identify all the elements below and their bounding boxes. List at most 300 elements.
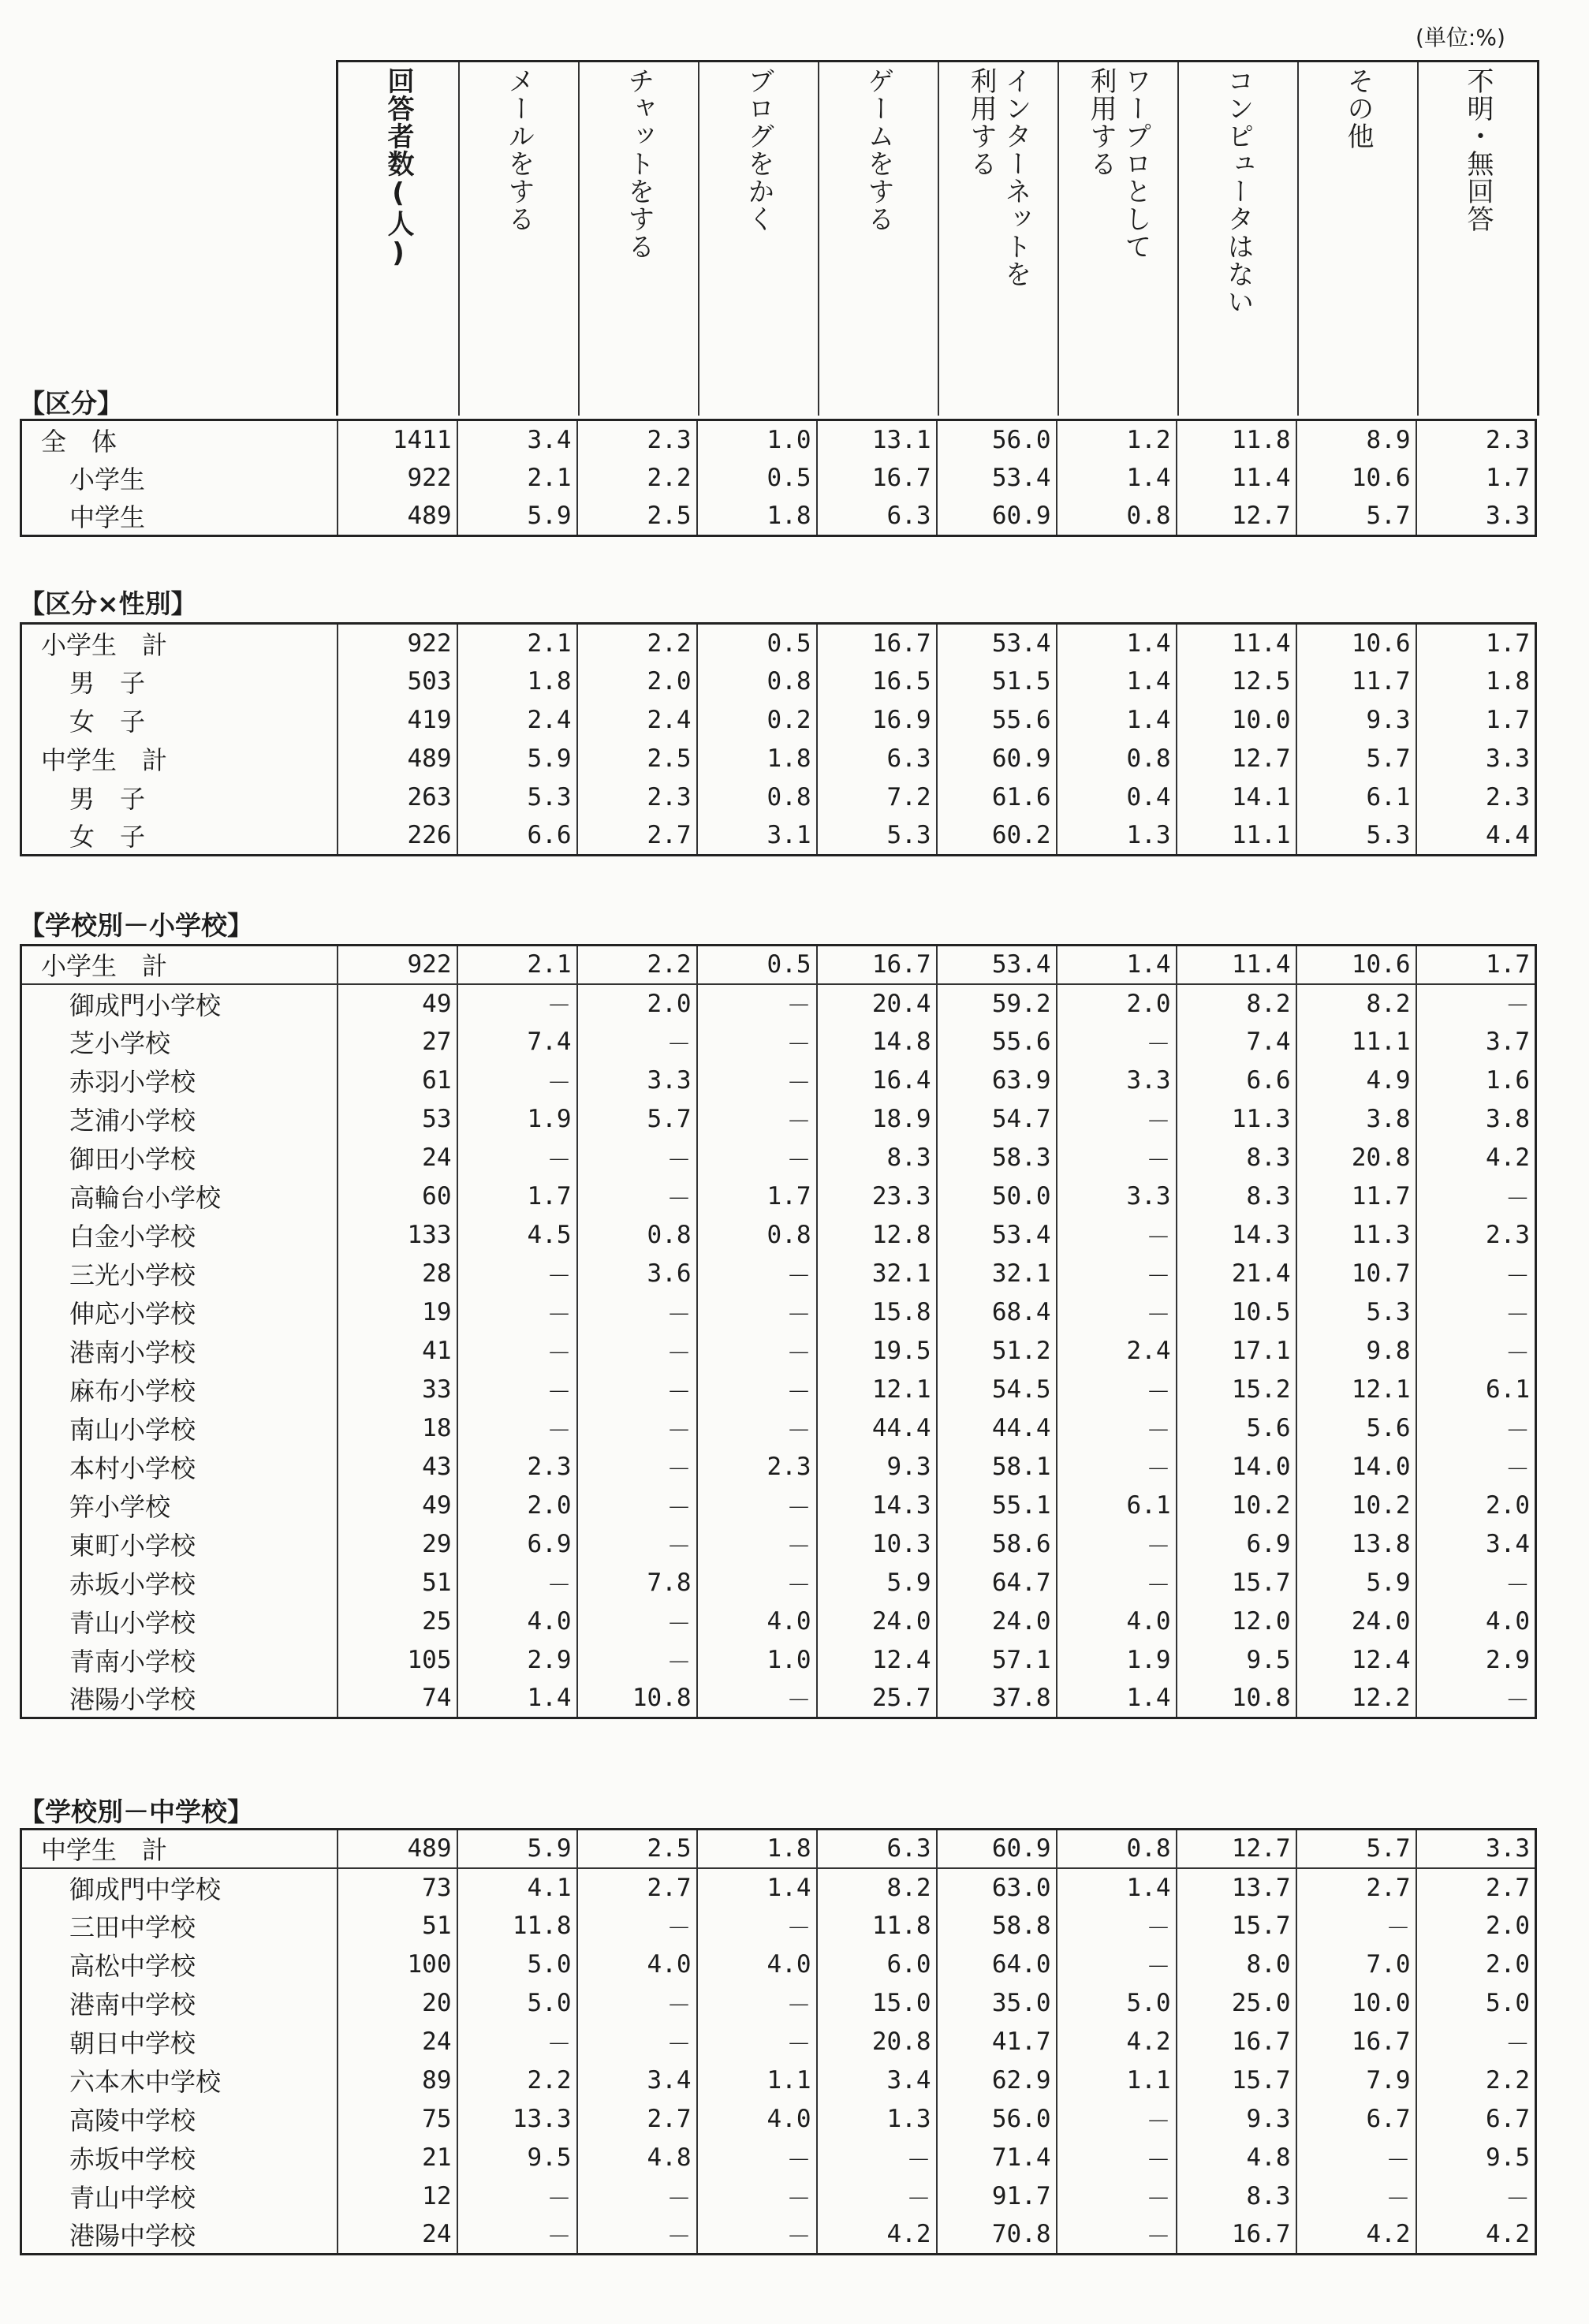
- table-cell: 28: [338, 1255, 457, 1293]
- table-cell: 13.8: [1296, 1525, 1416, 1564]
- table-cell: －: [1057, 1564, 1177, 1602]
- table-cell: 12.8: [817, 1216, 937, 1255]
- row-label: 芝浦小学校: [69, 1106, 196, 1136]
- table-cell: 58.3: [937, 1139, 1057, 1177]
- table-cell: －: [1057, 1448, 1177, 1487]
- table-cell: 16.7: [1296, 2023, 1416, 2061]
- section-title: 【学校別－小学校】: [19, 910, 253, 941]
- table-row: [21, 1061, 1536, 1100]
- table-cell: 20.8: [817, 2023, 937, 2061]
- table-cell: 0.8: [697, 778, 817, 817]
- table-cell: 21.4: [1177, 1255, 1296, 1293]
- table-cell: －: [457, 1293, 577, 1332]
- table-cell: 6.1: [1057, 1487, 1177, 1525]
- table-cell: 1.8: [697, 1830, 817, 1868]
- row-label: 南山小学校: [69, 1415, 196, 1445]
- table-cell: 49: [338, 1487, 457, 1525]
- table-cell: －: [1057, 1907, 1177, 1945]
- table-cell: 0.8: [1057, 740, 1177, 778]
- table-cell: 13.1: [817, 420, 937, 459]
- table-cell: －: [1057, 1371, 1177, 1409]
- table-row: [21, 1602, 1536, 1641]
- table-cell: 8.2: [1296, 984, 1416, 1023]
- table-cell: 2.3: [1416, 420, 1536, 459]
- table-cell: 1.4: [1057, 1868, 1177, 1907]
- row-label: 港陽中学校: [69, 2221, 196, 2251]
- table-cell: 27: [338, 1023, 457, 1061]
- table-cell: 6.6: [1177, 1061, 1296, 1100]
- table-cell: 2.4: [1057, 1332, 1177, 1371]
- table-cell: 3.3: [1057, 1177, 1177, 1216]
- table-cell: 6.3: [817, 498, 937, 536]
- table-cell: －: [697, 1023, 817, 1061]
- table-cell: 5.9: [817, 1564, 937, 1602]
- table-cell: 53.4: [937, 459, 1057, 498]
- table-cell: 2.1: [457, 459, 577, 498]
- table-row: [21, 1448, 1536, 1487]
- table-cell: 12.1: [1296, 1371, 1416, 1409]
- table-cell: 10.2: [1177, 1487, 1296, 1525]
- table-cell: 13.7: [1177, 1868, 1296, 1907]
- table-cell: 1.0: [697, 420, 817, 459]
- table-cell: －: [1057, 2100, 1177, 2139]
- table-cell: 5.3: [817, 817, 937, 856]
- table-cell: 9.5: [1177, 1641, 1296, 1680]
- table-cell: 12.7: [1177, 1830, 1296, 1868]
- row-label: 男 子: [69, 784, 146, 814]
- table-row: [21, 778, 1536, 817]
- table-row: [21, 1680, 1536, 1718]
- table-cell: 11.4: [1177, 946, 1296, 984]
- table-cell: 4.0: [697, 2100, 817, 2139]
- table-cell: 24: [338, 2023, 457, 2061]
- table-cell: 51: [338, 1564, 457, 1602]
- table-cell: －: [1416, 2023, 1536, 2061]
- table-cell: 13.3: [457, 2100, 577, 2139]
- table-cell: －: [1416, 1177, 1536, 1216]
- table-row: [21, 2023, 1536, 2061]
- table-cell: 8.3: [817, 1139, 937, 1177]
- table-row: [21, 420, 1536, 459]
- row-label: 御田小学校: [69, 1144, 196, 1174]
- table-cell: 56.0: [937, 2100, 1057, 2139]
- row-label: 笄小学校: [69, 1492, 171, 1522]
- table-cell: 14.0: [1296, 1448, 1416, 1487]
- table-cell: 2.3: [1416, 778, 1536, 817]
- table-cell: 1.8: [457, 662, 577, 701]
- table-cell: 25: [338, 1602, 457, 1641]
- table-cell: 12.5: [1177, 662, 1296, 701]
- table-cell: 64.7: [937, 1564, 1057, 1602]
- row-label: 伸応小学校: [69, 1299, 196, 1329]
- table-cell: 1.8: [697, 740, 817, 778]
- table-cell: －: [697, 1907, 817, 1945]
- table-cell: －: [697, 1293, 817, 1332]
- table-cell: 15.2: [1177, 1371, 1296, 1409]
- table-cell: 3.7: [1416, 1023, 1536, 1061]
- table-cell: 105: [338, 1641, 457, 1680]
- table-cell: 24: [338, 2216, 457, 2255]
- table-row: [21, 1332, 1536, 1371]
- table-cell: 15.0: [817, 1984, 937, 2023]
- table-cell: 6.7: [1416, 2100, 1536, 2139]
- table-cell: －: [577, 2023, 697, 2061]
- table-cell: 53.4: [937, 624, 1057, 662]
- table-cell: 5.7: [1296, 740, 1416, 778]
- row-label: 六本木中学校: [69, 2067, 222, 2097]
- table-cell: 3.6: [577, 1255, 697, 1293]
- table-cell: 1.1: [1057, 2061, 1177, 2100]
- table-cell: 3.3: [1416, 740, 1536, 778]
- table-cell: 2.1: [457, 624, 577, 662]
- table-row: [21, 1907, 1536, 1945]
- table-cell: 5.0: [457, 1945, 577, 1984]
- table-cell: 0.5: [697, 624, 817, 662]
- table-row: [21, 1830, 1536, 1868]
- table-cell: 4.0: [457, 1602, 577, 1641]
- table-cell: －: [457, 1371, 577, 1409]
- table-cell: －: [697, 2139, 817, 2177]
- table-cell: 7.2: [817, 778, 937, 817]
- table-cell: 17.1: [1177, 1332, 1296, 1371]
- table-cell: －: [457, 2177, 577, 2216]
- table-cell: 4.2: [817, 2216, 937, 2255]
- table-cell: －: [457, 1332, 577, 1371]
- row-label: 三光小学校: [69, 1260, 196, 1290]
- table-cell: －: [1057, 1293, 1177, 1332]
- table-row: [21, 1100, 1536, 1139]
- table-cell: 2.3: [577, 778, 697, 817]
- table-cell: 4.9: [1296, 1061, 1416, 1100]
- table-row: [21, 817, 1536, 856]
- column-header-game: ゲームをする: [818, 62, 938, 416]
- table-cell: 21: [338, 2139, 457, 2177]
- table-cell: 1.7: [1416, 624, 1536, 662]
- table-cell: 68.4: [937, 1293, 1057, 1332]
- row-label: 女 子: [69, 707, 146, 737]
- table-cell: 33: [338, 1371, 457, 1409]
- table-cell: －: [1296, 2177, 1416, 2216]
- table-cell: 9.3: [817, 1448, 937, 1487]
- row-label: 小学生 計: [21, 946, 338, 984]
- table-row: [21, 1641, 1536, 1680]
- table-cell: 71.4: [937, 2139, 1057, 2177]
- table-cell: 2.9: [1416, 1641, 1536, 1680]
- table-cell: －: [697, 1409, 817, 1448]
- table-cell: 1.8: [697, 498, 817, 536]
- table-row: [21, 459, 1536, 498]
- table-cell: 12.1: [817, 1371, 937, 1409]
- column-header-chat: チャットをする: [578, 62, 698, 416]
- table-cell: 14.0: [1177, 1448, 1296, 1487]
- table-cell: 3.1: [697, 817, 817, 856]
- row-label: 中学生 計: [41, 745, 168, 775]
- table-cell: 10.3: [817, 1525, 937, 1564]
- table-cell: 0.8: [697, 1216, 817, 1255]
- table-row: [21, 1371, 1536, 1409]
- table-cell: 3.3: [577, 1061, 697, 1100]
- table-cell: －: [1057, 1023, 1177, 1061]
- table-cell: 3.4: [1416, 1525, 1536, 1564]
- table-cell: －: [577, 2216, 697, 2255]
- table-cell: 11.1: [1296, 1023, 1416, 1061]
- table-cell: 4.2: [1296, 2216, 1416, 2255]
- table-cell: －: [457, 1564, 577, 1602]
- table-cell: 12.7: [1177, 498, 1296, 536]
- table-cell: 9.5: [1416, 2139, 1536, 2177]
- table-cell: －: [1057, 1139, 1177, 1177]
- table-cell: －: [1057, 1525, 1177, 1564]
- table-cell: －: [817, 2139, 937, 2177]
- table-cell: 7.0: [1296, 1945, 1416, 1984]
- table-cell: 35.0: [937, 1984, 1057, 2023]
- table-cell: 8.0: [1177, 1945, 1296, 1984]
- table-cell: －: [577, 1139, 697, 1177]
- table-cell: 1.1: [697, 2061, 817, 2100]
- table-cell: 1.7: [1416, 459, 1536, 498]
- table-cell: 2.3: [1416, 1216, 1536, 1255]
- table-cell: 11.4: [1177, 459, 1296, 498]
- table-cell: 41: [338, 1332, 457, 1371]
- table-cell: －: [577, 1177, 697, 1216]
- table-row: [21, 1216, 1536, 1255]
- table-cell: －: [457, 1139, 577, 1177]
- table-cell: 2.2: [577, 624, 697, 662]
- table-row: [21, 1293, 1536, 1332]
- table-row: [21, 1487, 1536, 1525]
- table-cell: 6.6: [457, 817, 577, 856]
- table-cell: 922: [338, 946, 457, 984]
- table-cell: 1.7: [1416, 946, 1536, 984]
- table-cell: －: [697, 1139, 817, 1177]
- table-cell: 2.7: [577, 2100, 697, 2139]
- table-cell: －: [817, 2177, 937, 2216]
- table-cell: 5.7: [1296, 1830, 1416, 1868]
- row-label: 小学生: [69, 464, 146, 494]
- table-cell: －: [1416, 1332, 1536, 1371]
- table-cell: 489: [338, 1830, 457, 1868]
- table-cell: 2.4: [577, 701, 697, 740]
- table-cell: 11.8: [1177, 420, 1296, 459]
- table-cell: 11.1: [1177, 817, 1296, 856]
- table-row: [21, 701, 1536, 740]
- table-cell: 10.7: [1296, 1255, 1416, 1293]
- table-cell: －: [697, 2023, 817, 2061]
- table-cell: 2.2: [577, 459, 697, 498]
- table-cell: －: [577, 1332, 697, 1371]
- table-cell: 61: [338, 1061, 457, 1100]
- table-cell: 74: [338, 1680, 457, 1718]
- table-cell: 4.5: [457, 1216, 577, 1255]
- table-cell: 6.1: [1296, 778, 1416, 817]
- table-cell: 10.6: [1296, 624, 1416, 662]
- table-cell: －: [1296, 1907, 1416, 1945]
- table-cell: 2.0: [1416, 1907, 1536, 1945]
- table-cell: －: [1416, 1255, 1536, 1293]
- row-label: 白金小学校: [69, 1222, 196, 1252]
- table-cell: 25.7: [817, 1680, 937, 1718]
- table-cell: －: [697, 2177, 817, 2216]
- table-cell: －: [697, 984, 817, 1023]
- table-cell: －: [577, 2177, 697, 2216]
- row-label: 赤坂中学校: [69, 2144, 196, 2174]
- column-header-internet: インターネットを 利用する: [938, 62, 1057, 416]
- table-cell: 922: [338, 459, 457, 498]
- table-cell: －: [457, 2216, 577, 2255]
- table-cell: 0.8: [1057, 1830, 1177, 1868]
- table-cell: 1.3: [1057, 817, 1177, 856]
- table-cell: －: [1296, 2139, 1416, 2177]
- row-label: 港陽小学校: [69, 1684, 196, 1715]
- table-cell: －: [1057, 1945, 1177, 1984]
- table-cell: 5.6: [1296, 1409, 1416, 1448]
- table-cell: 11.3: [1177, 1100, 1296, 1139]
- table-cell: 2.7: [1416, 1868, 1536, 1907]
- table-cell: 55.1: [937, 1487, 1057, 1525]
- table-cell: 14.8: [817, 1023, 937, 1061]
- table-cell: －: [577, 1641, 697, 1680]
- row-label: 高陵中学校: [69, 2106, 196, 2136]
- table-cell: 5.7: [1296, 498, 1416, 536]
- table-cell: 4.4: [1416, 817, 1536, 856]
- row-label: 青山小学校: [69, 1608, 196, 1638]
- table-cell: 8.9: [1296, 420, 1416, 459]
- table-cell: 58.8: [937, 1907, 1057, 1945]
- table-cell: 1.0: [697, 1641, 817, 1680]
- table-cell: 2.3: [577, 420, 697, 459]
- section-title: 【区分】: [19, 388, 123, 419]
- table-cell: 7.9: [1296, 2061, 1416, 2100]
- table-cell: －: [1416, 1293, 1536, 1332]
- table-cell: －: [457, 2023, 577, 2061]
- table-cell: 14.1: [1177, 778, 1296, 817]
- column-header-wordprocessor: ワープロとして 利用する: [1057, 62, 1177, 416]
- table-cell: 2.7: [577, 1868, 697, 1907]
- table-cell: 29: [338, 1525, 457, 1564]
- table-cell: －: [697, 1984, 817, 2023]
- table-cell: 16.7: [817, 624, 937, 662]
- table-cell: 64.0: [937, 1945, 1057, 1984]
- table-row: [21, 624, 1536, 662]
- table-cell: 489: [338, 498, 457, 536]
- table-cell: 1.9: [1057, 1641, 1177, 1680]
- table-cell: 5.3: [1296, 1293, 1416, 1332]
- table-cell: 41.7: [937, 2023, 1057, 2061]
- table-cell: 226: [338, 817, 457, 856]
- table-cell: 37.8: [937, 1680, 1057, 1718]
- table-cell: 4.2: [1416, 2216, 1536, 2255]
- table-cell: 2.2: [457, 2061, 577, 2100]
- table-cell: 1.7: [1416, 701, 1536, 740]
- table-cell: 58.6: [937, 1525, 1057, 1564]
- table-row: [21, 2061, 1536, 2100]
- table-cell: 32.1: [937, 1255, 1057, 1293]
- table-cell: －: [697, 1100, 817, 1139]
- table-cell: 0.4: [1057, 778, 1177, 817]
- table-cell: 24.0: [817, 1602, 937, 1641]
- table-cell: －: [577, 1023, 697, 1061]
- table-cell: 25.0: [1177, 1984, 1296, 2023]
- table-cell: 2.5: [577, 498, 697, 536]
- row-label: 高輪台小学校: [69, 1183, 222, 1213]
- row-label: 麻布小学校: [69, 1376, 196, 1406]
- table-cell: 3.4: [577, 2061, 697, 2100]
- table-cell: 51.5: [937, 662, 1057, 701]
- column-header-mail: メールをする: [458, 62, 578, 416]
- table-row: [21, 1139, 1536, 1177]
- row-label: 赤羽小学校: [69, 1067, 196, 1097]
- table-cell: 62.9: [937, 2061, 1057, 2100]
- table-cell: 8.2: [1177, 984, 1296, 1023]
- table-cell: －: [1057, 2139, 1177, 2177]
- table-cell: 7.4: [457, 1023, 577, 1061]
- table-cell: 4.0: [1416, 1602, 1536, 1641]
- row-label: 青南小学校: [69, 1647, 196, 1677]
- table-cell: 1.4: [697, 1868, 817, 1907]
- table-row: [21, 2139, 1536, 2177]
- table-cell: 15.7: [1177, 1564, 1296, 1602]
- table-cell: 59.2: [937, 984, 1057, 1023]
- table-cell: 16.5: [817, 662, 937, 701]
- table-cell: 11.3: [1296, 1216, 1416, 1255]
- table-cell: 4.0: [697, 1945, 817, 1984]
- table-cell: 4.0: [697, 1602, 817, 1641]
- table-row: [21, 2177, 1536, 2216]
- table-cell: 11.7: [1296, 662, 1416, 701]
- table-cell: 3.3: [1057, 1061, 1177, 1100]
- table-cell: 1.8: [1416, 662, 1536, 701]
- table-cell: 24: [338, 1139, 457, 1177]
- table-cell: －: [577, 1984, 697, 2023]
- table-cell: 5.9: [457, 740, 577, 778]
- table-cell: 61.6: [937, 778, 1057, 817]
- table-cell: 89: [338, 2061, 457, 2100]
- table-cell: 60.9: [937, 740, 1057, 778]
- table-cell: 91.7: [937, 2177, 1057, 2216]
- table-cell: 6.9: [457, 1525, 577, 1564]
- table-cell: －: [697, 2216, 817, 2255]
- table-cell: 1.4: [1057, 662, 1177, 701]
- section-table: [20, 1828, 1537, 2255]
- table-cell: 0.5: [697, 946, 817, 984]
- table-cell: 16.4: [817, 1061, 937, 1100]
- table-cell: 6.0: [817, 1945, 937, 1984]
- table-cell: 10.8: [577, 1680, 697, 1718]
- table-cell: －: [577, 1525, 697, 1564]
- table-cell: 10.0: [1177, 701, 1296, 740]
- table-cell: －: [697, 1332, 817, 1371]
- table-cell: 20.4: [817, 984, 937, 1023]
- table-row: [21, 1409, 1536, 1448]
- table-cell: 4.8: [1177, 2139, 1296, 2177]
- table-cell: －: [1057, 2177, 1177, 2216]
- table-cell: 263: [338, 778, 457, 817]
- table-cell: 12.4: [1296, 1641, 1416, 1680]
- table-cell: 12.0: [1177, 1602, 1296, 1641]
- table-cell: 5.0: [457, 1984, 577, 2023]
- table-cell: 5.0: [1057, 1984, 1177, 2023]
- table-cell: －: [697, 1061, 817, 1100]
- table-cell: 1.4: [1057, 701, 1177, 740]
- table-cell: 2.2: [1416, 2061, 1536, 2100]
- table-cell: 5.9: [1296, 1564, 1416, 1602]
- row-label: 御成門中学校: [69, 1874, 222, 1904]
- table-cell: 419: [338, 701, 457, 740]
- table-cell: 60.2: [937, 817, 1057, 856]
- row-label: 青山中学校: [69, 2183, 196, 2213]
- table-cell: 9.8: [1296, 1332, 1416, 1371]
- section-table: [20, 419, 1537, 537]
